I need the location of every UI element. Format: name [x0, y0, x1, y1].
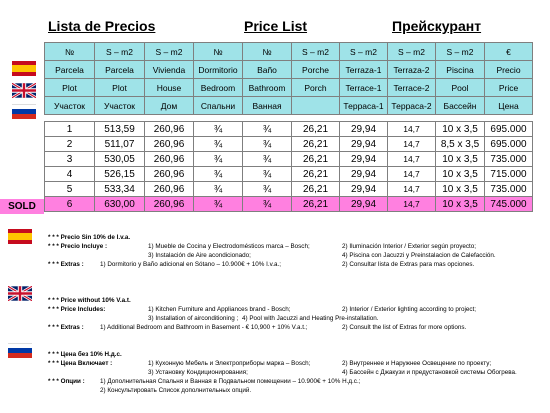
header-cell: S – m2 [292, 43, 340, 61]
header-cell: Dormitorio [194, 61, 243, 79]
header-cell: № [243, 43, 292, 61]
table-cell: 513,59 [95, 122, 145, 137]
header-cell: Ванная [243, 97, 292, 115]
note-vat: * * * Цена без 10% Н.д.с. [48, 351, 122, 358]
header-cell: Дом [145, 97, 194, 115]
table-cell: 260,96 [145, 167, 194, 182]
table-cell: ¾ [243, 152, 292, 167]
table-cell: 8,5 x 3,5 [436, 137, 485, 152]
note-item: 1) Mueble de Cocina y Electrodomésticos marca – Bosch; [148, 243, 310, 250]
table-cell: ¾ [243, 167, 292, 182]
note-item: 1) Dormitorio y Baño adicional en Sótano – 10.900€ + 10% I.v.a.; [100, 261, 282, 268]
note-vat: * * * Price without 10% V.a.t. [48, 297, 131, 304]
table-cell: 260,96 [145, 137, 194, 152]
note-item: 3) Installation of airconditioning ; [148, 315, 239, 322]
russia-flag-icon [8, 343, 32, 358]
sold-label: SOLD [0, 199, 44, 214]
table-cell: 6 [45, 197, 95, 212]
table-cell: 14,7 [388, 197, 436, 212]
title-russian: Прейскурант [392, 18, 482, 34]
table-cell: ¾ [194, 182, 243, 197]
header-cell: Parcela [45, 61, 95, 79]
table-cell: 526,15 [95, 167, 145, 182]
note-vat: * * * Precio Sin 10% de I.v.a. [48, 234, 131, 241]
note-item: 2) Interior / Exterior lighting according to project; [342, 306, 477, 313]
table-cell: 14,7 [388, 122, 436, 137]
note-includes-label: * * * Precio Incluye : [48, 243, 108, 250]
header-cell: Участок [45, 97, 95, 115]
table-cell: 1 [45, 122, 95, 137]
table-cell: 26,21 [292, 137, 340, 152]
uk-flag-icon [12, 83, 36, 98]
table-cell: 2 [45, 137, 95, 152]
header-cell: Участок [95, 97, 145, 115]
table-cell: 26,21 [292, 122, 340, 137]
header-cell: № [194, 43, 243, 61]
price-table [44, 42, 533, 212]
header-cell: Plot [45, 79, 95, 97]
header-cell: Bathroom [243, 79, 292, 97]
table-row [45, 197, 533, 212]
table-cell: 4 [45, 167, 95, 182]
note-item: 4) Piscina con Jacuzzi y Preinstalacion de Calefacción. [342, 252, 496, 259]
note-item: 4) Бассейн с Джакузи и предустановкой системы Обогрева. [342, 369, 517, 376]
header-cell: Терраса-2 [388, 97, 436, 115]
header-cell: S – m2 [436, 43, 485, 61]
table-cell: ¾ [243, 137, 292, 152]
table-cell: 29,94 [340, 182, 388, 197]
header-cell: Price [485, 79, 533, 97]
russia-flag-icon [12, 104, 36, 119]
note-extras-label: * * * Опции : [48, 378, 85, 385]
note-item: 2) Consultar lista de Extras para mas opciones. [342, 261, 475, 268]
table-cell: 26,21 [292, 152, 340, 167]
table-row [45, 167, 533, 182]
header-cell: Бассейн [436, 97, 485, 115]
header-cell: Спальни [194, 97, 243, 115]
note-item: 3) Установку Кондиционирования; [148, 369, 248, 376]
table-cell: 14,7 [388, 182, 436, 197]
header-cell: Terraza-1 [340, 61, 388, 79]
header-row [45, 61, 533, 79]
table-cell: 29,94 [340, 122, 388, 137]
note-item: 1) Additional Bedroom and Bathroom in Basement - € 10,900 + 10% V.a.t.; [100, 324, 308, 331]
table-row [45, 152, 533, 167]
table-cell: 260,96 [145, 182, 194, 197]
header-cell: № [45, 43, 95, 61]
header-cell: € [485, 43, 533, 61]
table-cell: ¾ [194, 152, 243, 167]
table-cell: 26,21 [292, 182, 340, 197]
header-cell: House [145, 79, 194, 97]
header-cell [292, 97, 340, 115]
header-cell: Pool [436, 79, 485, 97]
table-cell: 10 x 3,5 [436, 182, 485, 197]
table-cell: 695.000 [485, 137, 533, 152]
header-cell: Parcela [95, 61, 145, 79]
table-cell: 29,94 [340, 152, 388, 167]
table-cell: 10 x 3,5 [436, 197, 485, 212]
note-item: 2) Внутреннее и Наружнее Освещение по проекту; [342, 360, 492, 367]
table-cell: ¾ [194, 122, 243, 137]
note-includes-label: * * * Price Includes: [48, 306, 106, 313]
table-cell: 511,07 [95, 137, 145, 152]
note-item: 4) Pool with Jacuzzi and Heating Pre-installation. [242, 315, 379, 322]
note-includes-label: * * * Цена Включает : [48, 360, 113, 367]
spain-flag-icon [8, 229, 32, 244]
table-cell: 10 x 3,5 [436, 122, 485, 137]
header-cell: S – m2 [340, 43, 388, 61]
spain-flag-icon [12, 61, 36, 76]
table-cell: 10 x 3,5 [436, 152, 485, 167]
header-cell: Porche [292, 61, 340, 79]
table-cell: 26,21 [292, 167, 340, 182]
header-cell: S – m2 [388, 43, 436, 61]
table-cell: 695.000 [485, 122, 533, 137]
table-row [45, 137, 533, 152]
header-cell: Precio [485, 61, 533, 79]
header-cell: S – m2 [145, 43, 194, 61]
table-cell: ¾ [243, 197, 292, 212]
note-extras-label: * * * Extras : [48, 324, 84, 331]
header-cell: Terrace-1 [340, 79, 388, 97]
table-cell: 715.000 [485, 167, 533, 182]
table-cell: 10 x 3,5 [436, 167, 485, 182]
table-cell: 735.000 [485, 182, 533, 197]
header-row [45, 43, 533, 61]
table-cell: 29,94 [340, 137, 388, 152]
header-cell: Vivienda [145, 61, 194, 79]
table-cell: 3 [45, 152, 95, 167]
table-cell: 533,34 [95, 182, 145, 197]
header-cell: Terrace-2 [388, 79, 436, 97]
table-cell: 260,96 [145, 122, 194, 137]
note-item: 2) Consult the list of Extras for more options. [342, 324, 467, 331]
table-cell: 14,7 [388, 152, 436, 167]
table-cell: 5 [45, 182, 95, 197]
table-cell: 530,05 [95, 152, 145, 167]
title-spanish: Lista de Precios [48, 18, 156, 34]
table-cell: ¾ [194, 167, 243, 182]
header-cell: Plot [95, 79, 145, 97]
table-cell: 735.000 [485, 152, 533, 167]
header-row [45, 97, 533, 115]
table-cell: ¾ [194, 137, 243, 152]
header-cell: S – m2 [95, 43, 145, 61]
header-cell: Terraza-2 [388, 61, 436, 79]
table-row [45, 122, 533, 137]
note-extras-label: * * * Extras : [48, 261, 84, 268]
header-cell: Baño [243, 61, 292, 79]
note-item: 2) Консультировать Список дополнительных опций. [100, 387, 252, 394]
header-row [45, 79, 533, 97]
header-cell: Porch [292, 79, 340, 97]
table-cell: ¾ [243, 122, 292, 137]
table-cell: 745.000 [485, 197, 533, 212]
title-english: Price List [244, 18, 308, 34]
table-row [45, 182, 533, 197]
header-cell: Цена [485, 97, 533, 115]
table-cell: 26,21 [292, 197, 340, 212]
note-item: 1) Kitchen Furniture and Appliances brand - Bosch; [148, 306, 291, 313]
table-cell: 14,7 [388, 137, 436, 152]
note-item: 1) Дополнительная Спальня и Ванная в Подвальном помещении – 10.900€ + 10% Н.д.с.; [100, 378, 361, 385]
table-cell: ¾ [243, 182, 292, 197]
table-cell: 14,7 [388, 167, 436, 182]
table-cell: 260,96 [145, 197, 194, 212]
page-titles [0, 18, 550, 38]
table-cell: 630,00 [95, 197, 145, 212]
note-item: 3) Instalación de Aire acondicionado; [148, 252, 251, 259]
table-cell: ¾ [194, 197, 243, 212]
note-item: 2) Iluminación Interior / Exterior según proyecto; [342, 243, 477, 250]
table-cell: 260,96 [145, 152, 194, 167]
table-cell: 29,94 [340, 197, 388, 212]
header-cell: Терраса-1 [340, 97, 388, 115]
table-cell: 29,94 [340, 167, 388, 182]
note-item: 1) Кухонную Мебель и Электроприборы марка – Bosch; [148, 360, 311, 367]
header-cell: Bedroom [194, 79, 243, 97]
uk-flag-icon [8, 286, 32, 301]
header-cell: Piscina [436, 61, 485, 79]
